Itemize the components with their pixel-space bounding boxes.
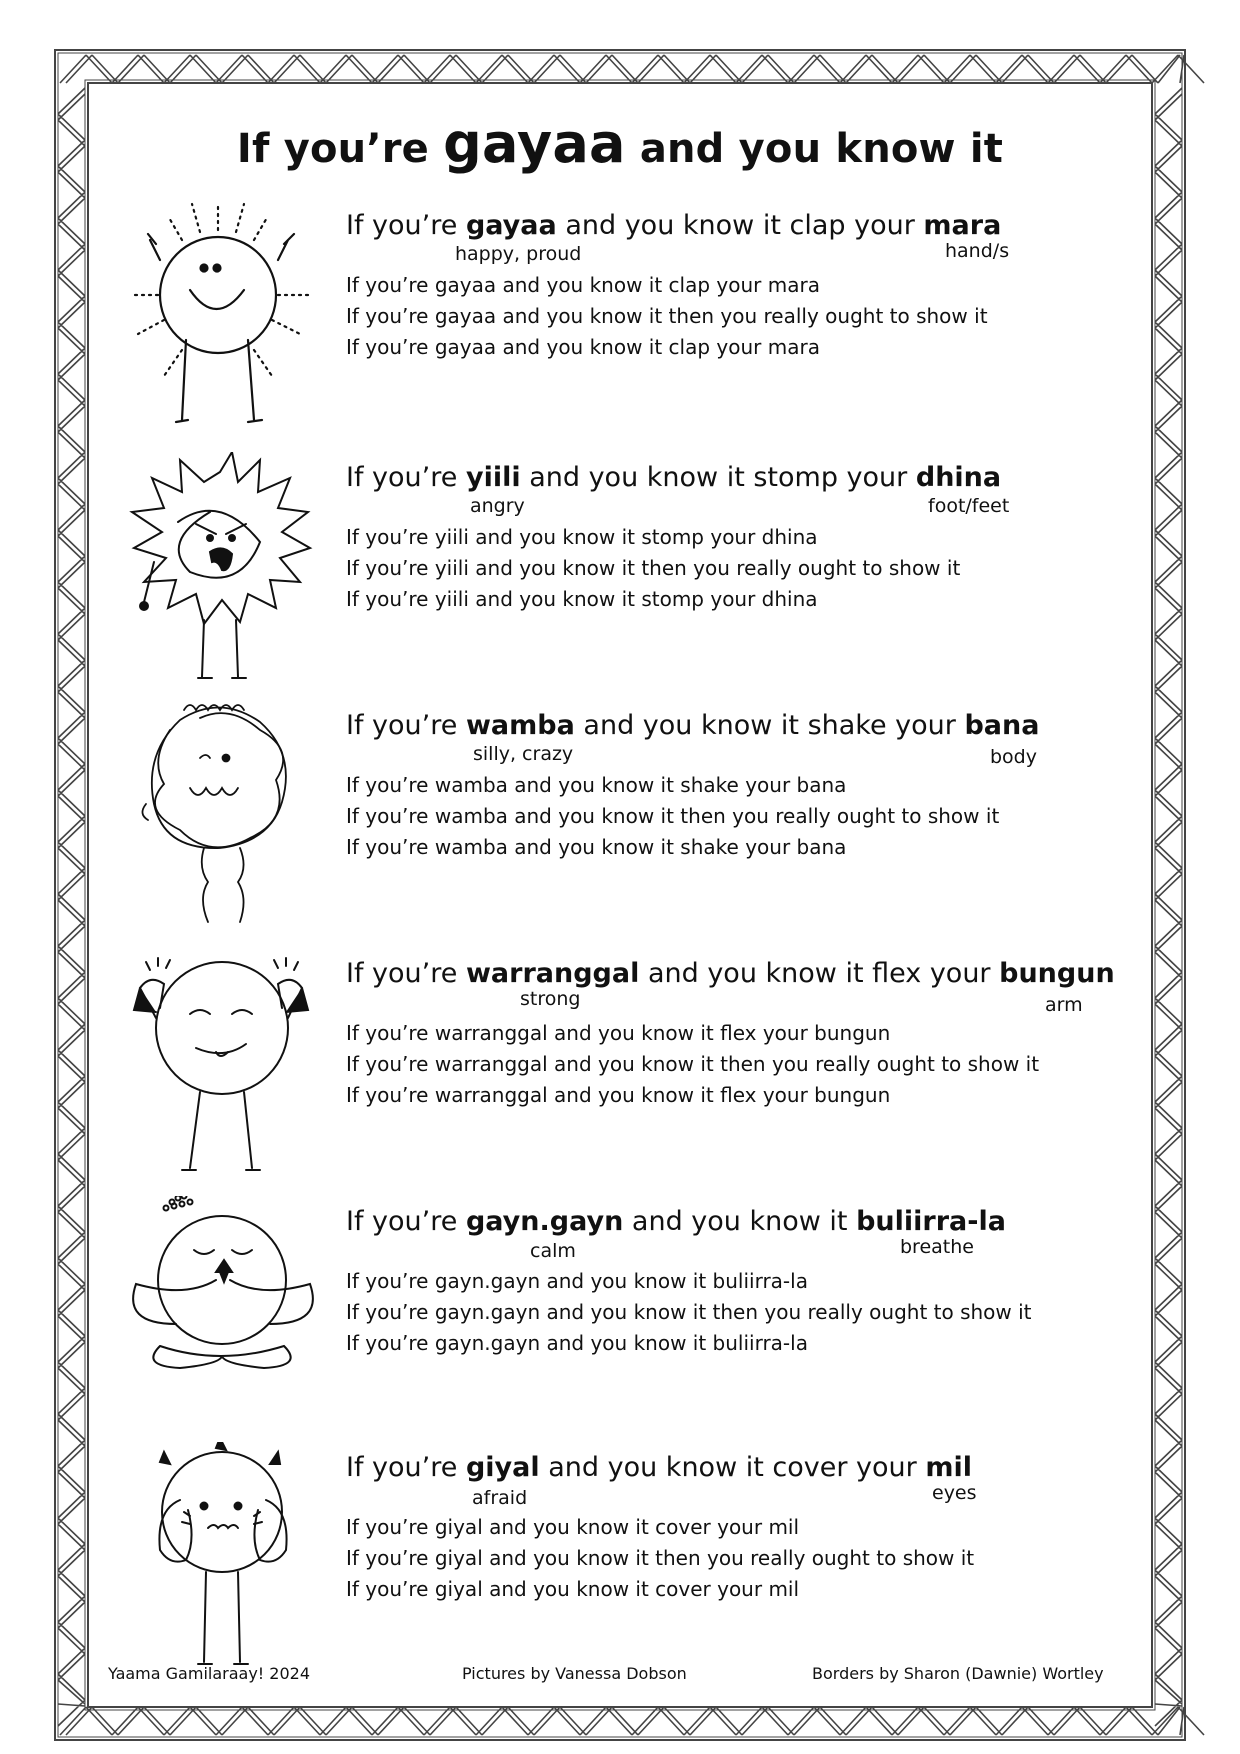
headline-middle: and you know it clap your: [565, 210, 915, 241]
verse-line: If you’re giyal and you know it cover your mil: [346, 1577, 800, 1601]
verse-wamba: [0, 710, 1240, 950]
title-prefix: If you’re: [236, 126, 430, 172]
verse-headline: [346, 1206, 1006, 1238]
headline-middle: and you know it: [631, 1206, 848, 1237]
body-part-gloss: arm: [1045, 994, 1083, 1016]
title-suffix: and you know it: [639, 126, 1004, 172]
afraid-covering-face-figure-icon: [120, 1442, 320, 1672]
headline-word: gayaa: [465, 210, 557, 241]
verse-headline: [346, 462, 1001, 494]
verse-line: If you’re warranggal and you know it then you really ought to show it: [346, 1052, 1040, 1076]
verse-line: If you’re yiili and you know it stomp your dhina: [346, 587, 818, 611]
body-part-gloss: body: [990, 746, 1037, 768]
body-part-gloss: hand/s: [945, 240, 1010, 262]
verse-lines: [346, 1266, 1032, 1359]
headline-middle: and you know it cover your: [548, 1452, 917, 1483]
headline-word: yiili: [465, 462, 521, 493]
headline-prefix: If you’re: [346, 1206, 458, 1237]
word-gloss: silly, crazy: [473, 743, 574, 765]
strong-flexing-figure-icon: [120, 948, 320, 1178]
border-zigzag-band: [60, 55, 1204, 83]
headline-body-part: bana: [964, 710, 1040, 741]
verse-lines: [346, 1512, 974, 1605]
verse-line: If you’re yiili and you know it then you really ought to show it: [346, 556, 961, 580]
headline-word: wamba: [465, 710, 575, 741]
headline-middle: and you know it shake your: [583, 710, 956, 741]
verse-line: If you’re gayn.gayn and you know it then you really ought to show it: [346, 1300, 1032, 1324]
body-part-gloss: foot/feet: [928, 495, 1010, 517]
headline-body-part: buliirra-la: [856, 1206, 1006, 1237]
word-gloss: happy, proud: [455, 243, 582, 265]
title-word: gayaa: [443, 112, 626, 175]
word-gloss: calm: [530, 1240, 576, 1262]
verse-line: If you’re wamba and you know it then you really ought to show it: [346, 804, 1000, 828]
headline-body-part: mil: [925, 1452, 973, 1483]
verse-headline: [346, 710, 1039, 742]
footer-credit-right: Borders by Sharon (Dawnie) Wortley: [812, 1664, 1104, 1683]
headline-word: gayn.gayn: [465, 1206, 624, 1237]
headline-prefix: If you’re: [346, 958, 458, 989]
headline-word: warranggal: [465, 958, 640, 989]
silly-scribble-figure-icon: [120, 700, 320, 930]
verse-line: If you’re wamba and you know it shake your bana: [346, 835, 847, 859]
headline-body-part: bungun: [999, 958, 1115, 989]
verse-gayn-gayn: [0, 1206, 1240, 1446]
word-gloss: strong: [520, 988, 581, 1010]
footer-credit-left: Yaama Gamilaraay! 2024: [108, 1664, 311, 1683]
word-gloss: afraid: [472, 1487, 528, 1509]
verse-lines: [346, 522, 960, 615]
verse-lines: [346, 270, 988, 363]
verse-line: If you’re warranggal and you know it flex your bungun: [346, 1021, 891, 1045]
verse-headline: [346, 958, 1115, 990]
verse-warranggal: [0, 958, 1240, 1198]
headline-prefix: If you’re: [346, 210, 458, 241]
headline-middle: and you know it stomp your: [529, 462, 908, 493]
verse-line: If you’re wamba and you know it shake your bana: [346, 773, 847, 797]
verse-headline: [346, 210, 1001, 242]
headline-prefix: If you’re: [346, 1452, 458, 1483]
headline-prefix: If you’re: [346, 462, 458, 493]
verse-line: If you’re gayn.gayn and you know it buliirra-la: [346, 1331, 808, 1355]
happy-sun-figure-icon: [120, 200, 320, 430]
verse-line: If you’re gayaa and you know it then you really ought to show it: [346, 304, 988, 328]
verse-giyal: [0, 1452, 1240, 1692]
body-part-gloss: breathe: [900, 1236, 974, 1258]
verse-gayaa: [0, 210, 1240, 450]
headline-prefix: If you’re: [346, 710, 458, 741]
verse-lines: [346, 770, 999, 863]
headline-body-part: dhina: [915, 462, 1002, 493]
headline-middle: and you know it flex your: [647, 958, 991, 989]
body-part-gloss: eyes: [932, 1482, 977, 1504]
verse-line: If you’re gayaa and you know it clap your mara: [346, 273, 820, 297]
border-zigzag-band: [60, 1707, 1204, 1735]
page-title: [0, 112, 1240, 175]
footer-credit-center: Pictures by Vanessa Dobson: [462, 1664, 687, 1683]
headline-body-part: mara: [923, 210, 1002, 241]
verse-line: If you’re giyal and you know it then you really ought to show it: [346, 1546, 975, 1570]
verse-line: If you’re yiili and you know it stomp your dhina: [346, 525, 818, 549]
headline-word: giyal: [465, 1452, 540, 1483]
word-gloss: angry: [470, 495, 525, 517]
verse-headline: [346, 1452, 972, 1484]
verse-line: If you’re warranggal and you know it flex your bungun: [346, 1083, 891, 1107]
angry-spiky-figure-icon: [120, 452, 320, 682]
calm-meditating-figure-icon: [120, 1196, 320, 1426]
verse-line: If you’re gayaa and you know it clap your mara: [346, 335, 820, 359]
verse-line: If you’re gayn.gayn and you know it buliirra-la: [346, 1269, 808, 1293]
verse-lines: [346, 1018, 1039, 1111]
verse-line: If you’re giyal and you know it cover your mil: [346, 1515, 800, 1539]
verse-yiili: [0, 462, 1240, 702]
